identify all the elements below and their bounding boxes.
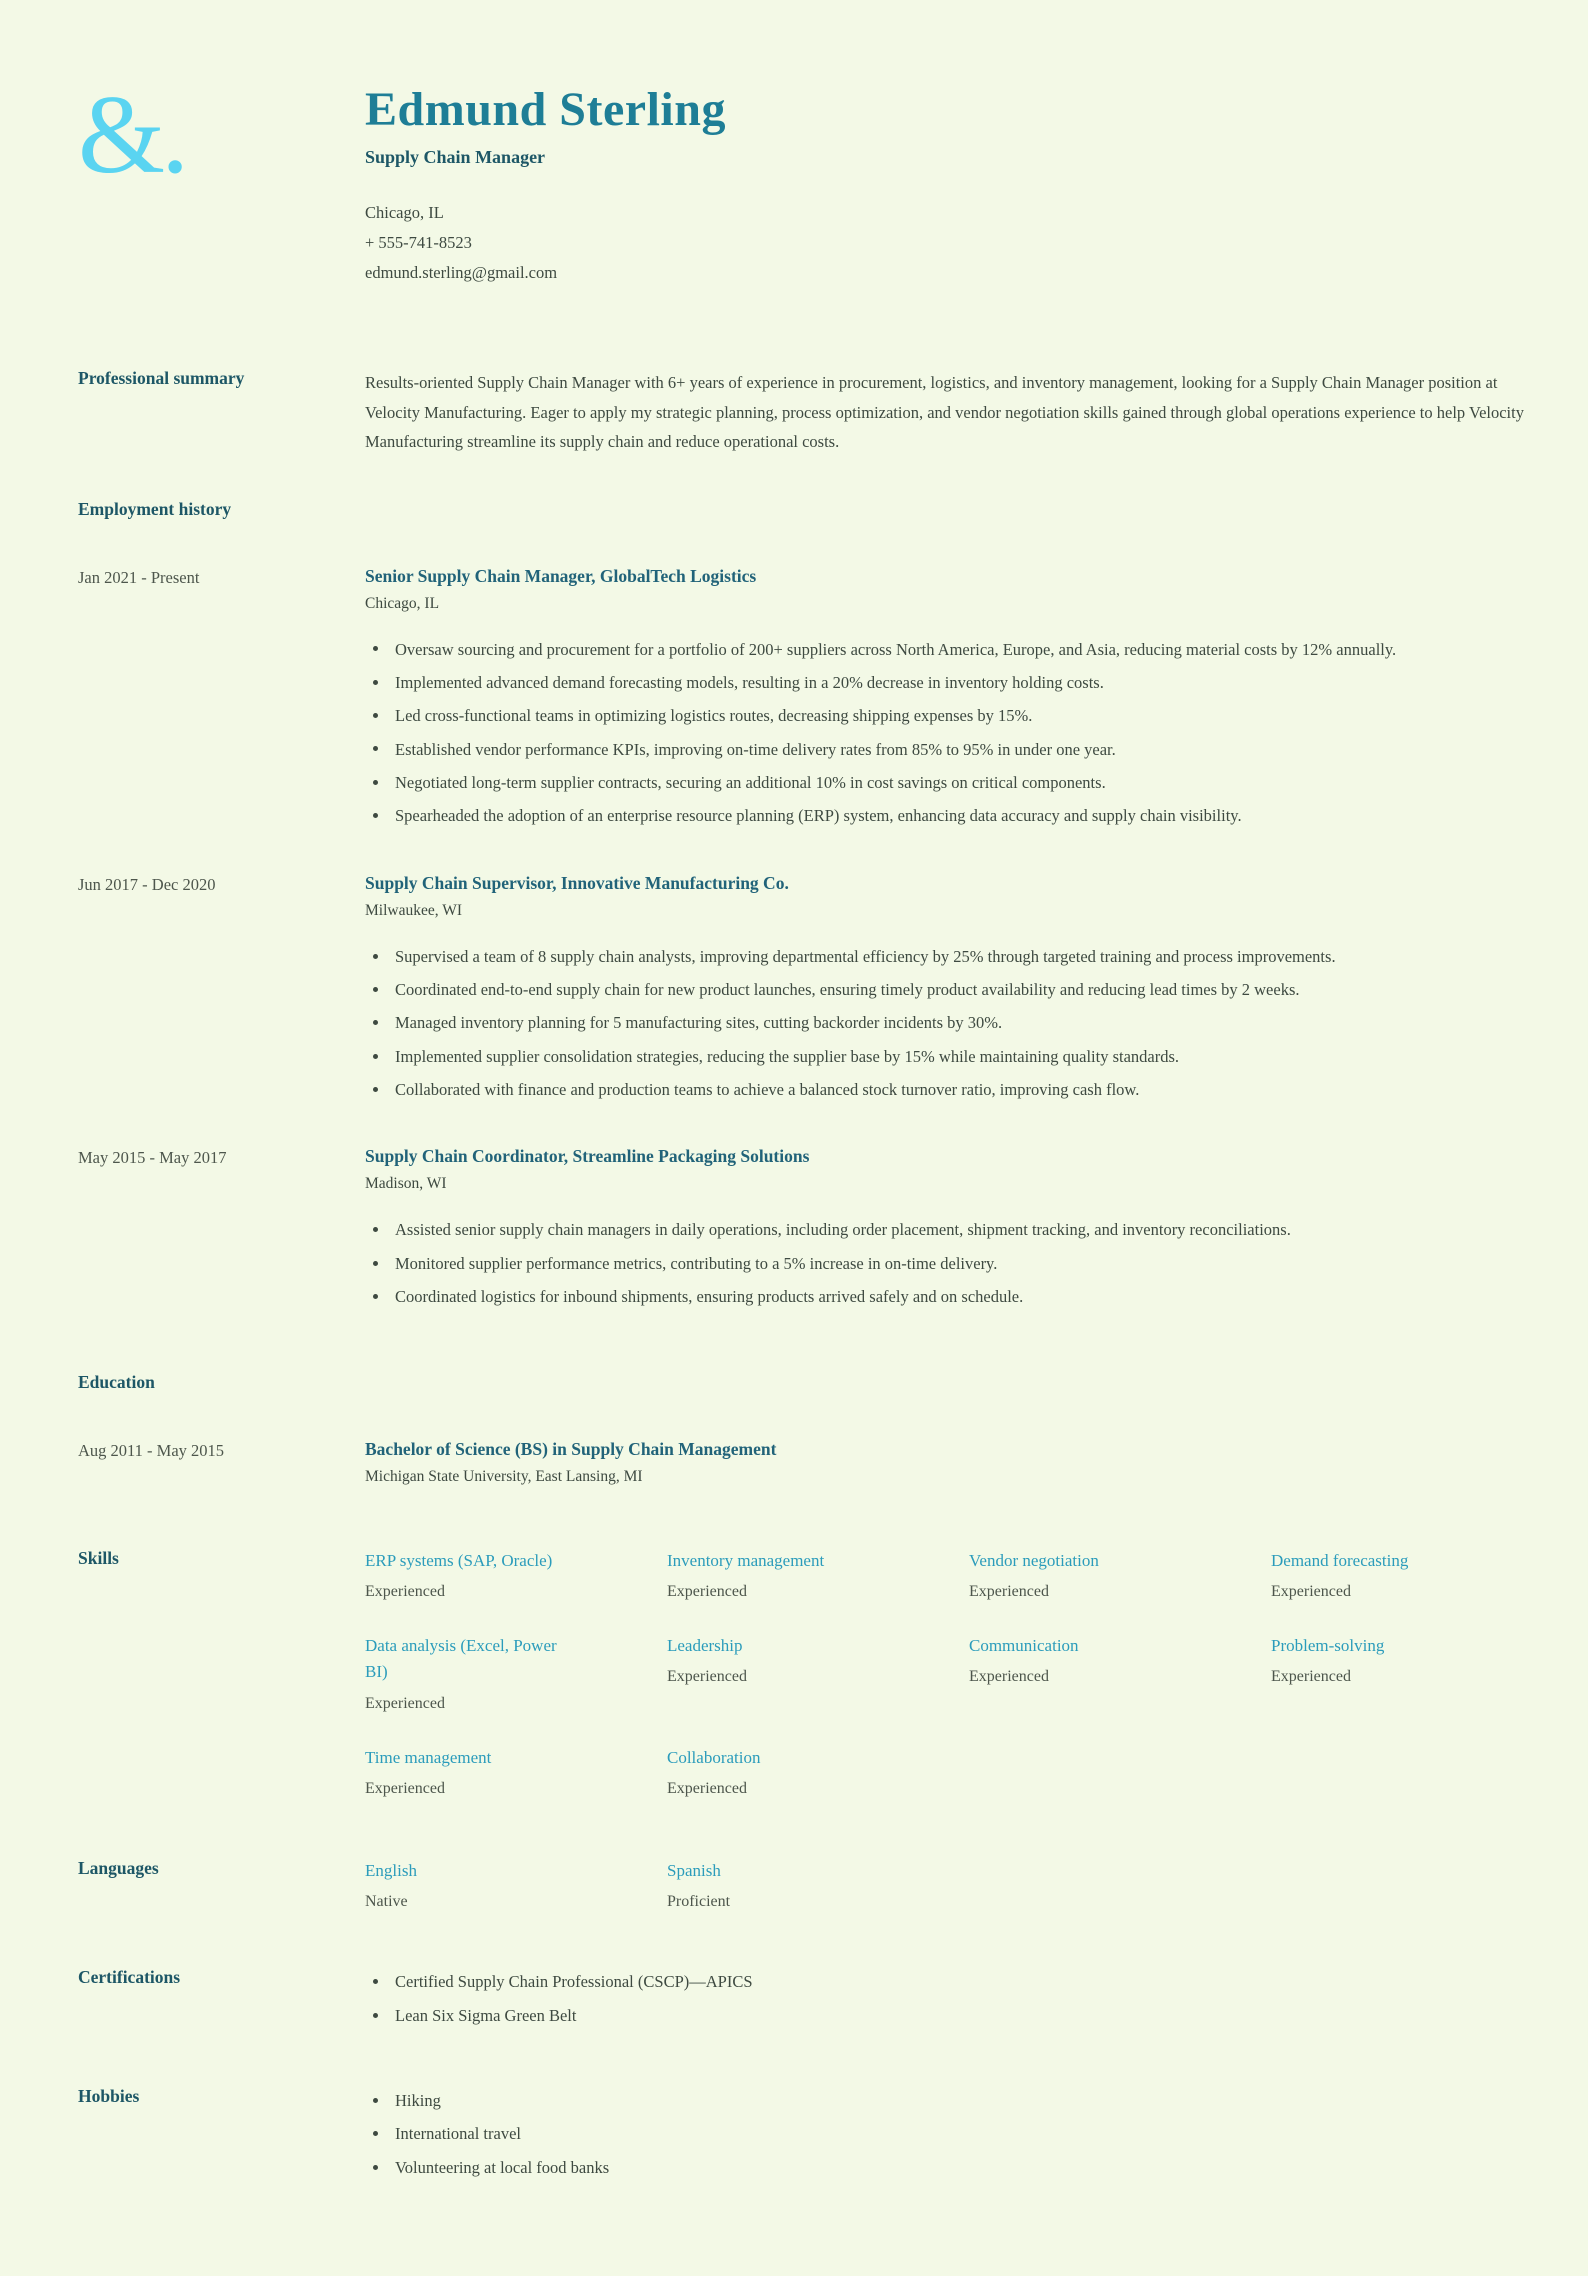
certifications-list (365, 1967, 1528, 2034)
languages-section (78, 1858, 1528, 1911)
education-label: Education (78, 1371, 155, 1392)
job-bullet: Monitored supplier performance metrics, contributing to a 5% increase in on-time delivery. (395, 1249, 1525, 1278)
job-location: Chicago, IL (365, 594, 440, 612)
job-dates: May 2015 - May 2017 (78, 1148, 227, 1168)
skill-item (969, 1548, 1226, 1601)
hobbies-label: Hobbies (78, 2085, 140, 2106)
skill-item (365, 1633, 622, 1713)
languages-grid (365, 1858, 1528, 1911)
language-name: Spanish (667, 1860, 721, 1880)
skills-section (78, 1548, 1528, 1798)
hobbies-list (365, 2086, 1528, 2186)
job-location: Milwaukee, WI (365, 901, 462, 919)
job-bullet: Spearheaded the adoption of an enterprise resource planning (ERP) system, enhancing data accuracy and supply chain visibility. (395, 801, 1525, 830)
skill-item (365, 1548, 622, 1601)
skill-level: Experienced (1271, 1668, 1351, 1686)
skill-item (365, 1745, 622, 1798)
skill-item (1271, 1633, 1528, 1713)
contact-phone: + 555-741-8523 (365, 233, 472, 253)
skill-name: Vendor negotiation (969, 1550, 1099, 1570)
certification-item: Certified Supply Chain Professional (CSCP)—APICS (395, 1967, 1525, 1996)
job-details (365, 873, 1528, 1109)
job-bullet-list (365, 942, 1528, 1105)
employment-section (78, 499, 1528, 1316)
skill-item (1271, 1548, 1528, 1601)
education-dates: Aug 2011 - May 2015 (78, 1440, 225, 1460)
job-bullet: Managed inventory planning for 5 manufacturing sites, cutting backorder incidents by 30%. (395, 1008, 1525, 1037)
job-details (365, 1146, 1528, 1315)
skill-name: Collaboration (667, 1747, 761, 1767)
hobby-item: Volunteering at local food banks (395, 2153, 1525, 2182)
skill-item (667, 1745, 924, 1798)
language-item (667, 1858, 924, 1911)
job-entry-1 (78, 566, 1528, 835)
skill-name: Time management (365, 1747, 492, 1767)
languages-label: Languages (78, 1857, 159, 1878)
hobby-item: International travel (395, 2119, 1525, 2148)
hobbies-section (78, 2086, 1528, 2186)
skill-level: Experienced (667, 1779, 747, 1797)
candidate-name: Edmund Sterling (365, 83, 726, 136)
job-title: Supply Chain Coordinator, Streamline Packaging Solutions (365, 1146, 810, 1167)
job-details (365, 566, 1528, 835)
skills-label: Skills (78, 1547, 119, 1568)
summary-section (78, 368, 1528, 456)
job-bullet-list (365, 1215, 1528, 1311)
job-bullet: Assisted senior supply chain managers in daily operations, including order placement, shipment tracking, and inventory reconciliations. (395, 1215, 1525, 1244)
job-bullet: Collaborated with finance and production teams to achieve a balanced stock turnover ratio, improving cash flow. (395, 1075, 1525, 1104)
skill-name: Inventory management (667, 1550, 825, 1570)
skill-level: Experienced (365, 1694, 445, 1712)
job-bullet: Supervised a team of 8 supply chain analysts, improving departmental efficiency by 25% through targeted training and process improvements. (395, 942, 1525, 971)
education-school: Michigan State University, East Lansing, MI (365, 1467, 643, 1485)
education-entry (78, 1439, 1528, 1486)
job-dates: Jan 2021 - Present (78, 567, 200, 587)
language-name: English (365, 1860, 417, 1880)
education-header-row (78, 1372, 1528, 1393)
job-bullet: Established vendor performance KPIs, improving on-time delivery rates from 85% to 95% in under one year. (395, 735, 1525, 764)
job-dates: Jun 2017 - Dec 2020 (78, 874, 216, 894)
education-section (78, 1372, 1528, 1486)
employment-label: Employment history (78, 498, 232, 519)
job-title: Supply Chain Supervisor, Innovative Manufacturing Co. (365, 872, 789, 893)
employment-header-row (78, 499, 1528, 520)
language-level: Proficient (667, 1893, 731, 1911)
skill-item (667, 1548, 924, 1601)
skill-level: Experienced (667, 1582, 747, 1600)
job-bullet: Coordinated logistics for inbound shipments, ensuring products arrived safely and on schedule. (395, 1282, 1525, 1311)
skill-item (969, 1633, 1226, 1713)
skill-level: Experienced (365, 1582, 445, 1600)
skill-level: Experienced (667, 1668, 747, 1686)
hobby-item: Hiking (395, 2086, 1525, 2115)
language-level: Native (365, 1893, 408, 1911)
skill-level: Experienced (969, 1582, 1049, 1600)
skill-level: Experienced (365, 1779, 445, 1797)
certification-item: Lean Six Sigma Green Belt (395, 2001, 1525, 2030)
job-bullet: Implemented advanced demand forecasting models, resulting in a 20% decrease in inventory holding costs. (395, 668, 1525, 697)
contact-email: edmund.sterling@gmail.com (365, 263, 558, 283)
job-bullet: Led cross-functional teams in optimizing logistics routes, decreasing shipping expenses by 15%. (395, 701, 1525, 730)
skill-level: Experienced (1271, 1582, 1351, 1600)
job-bullet: Implemented supplier consolidation strategies, reducing the supplier base by 15% while maintaining quality standards. (395, 1042, 1525, 1071)
job-bullet-list (365, 635, 1528, 831)
skill-level: Experienced (969, 1668, 1049, 1686)
job-bullet: Oversaw sourcing and procurement for a portfolio of 200+ suppliers across North America, Europe, and Asia, reducing material costs by 12% annually. (395, 635, 1525, 664)
skills-grid (365, 1548, 1528, 1798)
skill-name: Communication (969, 1635, 1079, 1655)
summary-label: Professional summary (78, 368, 245, 389)
job-bullet: Coordinated end-to-end supply chain for new product launches, ensuring timely product availability and reducing lead times by 2 weeks. (395, 975, 1525, 1004)
ampersand-logo-icon: &. (78, 73, 186, 197)
skill-name: Data analysis (Excel, Power BI) (365, 1635, 557, 1682)
skill-name: Leadership (667, 1635, 743, 1655)
summary-text: Results-oriented Supply Chain Manager with 6+ years of experience in procurement, logistics, and inventory management, looking for a Supply Chain Manager position at Velocity Manufacturing. Eager to apply my strategic planning, process optimization, and vendor negotiation skills gained through global operations experience to help Velocity Manufacturing streamline its supply chain and reduce operational costs. (365, 373, 1524, 452)
job-bullet: Negotiated long-term supplier contracts, securing an additional 10% in cost savings on critical components. (395, 768, 1525, 797)
education-degree: Bachelor of Science (BS) in Supply Chain Management (365, 1438, 777, 1459)
candidate-job-title: Supply Chain Manager (365, 147, 546, 168)
education-details (365, 1439, 1528, 1486)
certifications-section (78, 1967, 1528, 2034)
skill-item (667, 1633, 924, 1713)
job-entry-2 (78, 873, 1528, 1109)
certifications-label: Certifications (78, 1967, 181, 1988)
header-identity (365, 85, 1528, 288)
job-title: Senior Supply Chain Manager, GlobalTech Logistics (365, 565, 757, 586)
skill-name: Demand forecasting (1271, 1550, 1409, 1570)
header (78, 73, 1528, 288)
job-entry-3 (78, 1146, 1528, 1315)
language-item (365, 1858, 622, 1911)
contact-block (365, 198, 1528, 288)
skill-name: Problem-solving (1271, 1635, 1385, 1655)
brand-logo (78, 73, 365, 197)
skill-name: ERP systems (SAP, Oracle) (365, 1550, 553, 1570)
job-location: Madison, WI (365, 1175, 447, 1193)
contact-location: Chicago, IL (365, 203, 444, 223)
